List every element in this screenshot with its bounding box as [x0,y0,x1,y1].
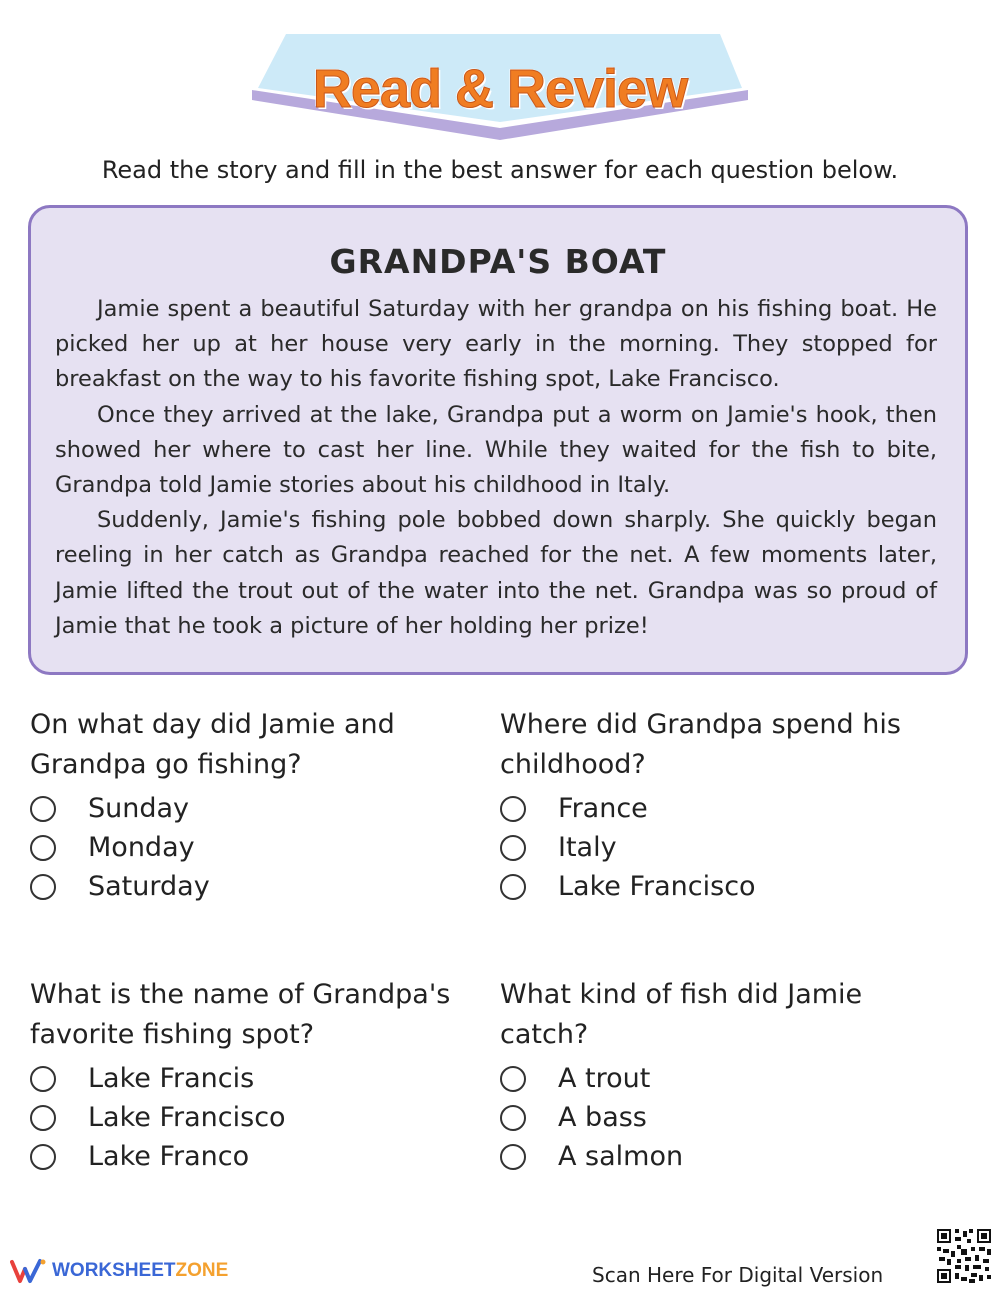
question-2 [500,705,940,906]
answer-bubble[interactable] [30,1066,56,1092]
answer-label: Lake Francisco [88,1102,286,1133]
instructions: Read the story and fill in the best answer for each question below. [101,156,899,184]
answer-option[interactable] [500,1059,940,1098]
answer-bubble[interactable] [30,874,56,900]
answer-option[interactable] [500,1137,940,1176]
answer-bubble[interactable] [500,874,526,900]
answer-bubble[interactable] [500,835,526,861]
story-paragraph: Once they arrived at the lake, Grandpa put a worm on Jamie's hook, then showed her where to cast her line. While they waited for the fish to bite, Grandpa told Jamie stories about his childhood in Italy. [55,401,937,499]
question-3 [30,975,470,1176]
answer-bubble[interactable] [500,1105,526,1131]
logo-text: WORKSHEETZONE [52,1260,229,1281]
answer-label: Lake Francisco [558,871,756,902]
answer-option[interactable] [30,1098,470,1137]
scan-instruction: Scan Here For Digital Version [592,1263,884,1287]
answer-label: France [558,793,648,824]
question-4 [500,975,940,1176]
answer-option[interactable] [30,867,470,906]
answer-label: A salmon [558,1141,684,1172]
story-text [55,292,937,644]
answer-option[interactable] [500,1098,940,1137]
answer-label: Monday [88,832,195,863]
answer-option[interactable] [500,867,940,906]
answer-bubble[interactable] [500,796,526,822]
answer-bubble[interactable] [500,1144,526,1170]
answer-label: A trout [558,1063,651,1094]
question-text: On what day did Jamie and Grandpa go fishing? [30,709,395,780]
story-paragraph: Jamie spent a beautiful Saturday with her grandpa on his fishing boat. He picked her up at her house very early in the morning. They stopped for breakfast on the way to his favorite fishing spot, Lake Francisco. [55,296,937,393]
answer-label: Sunday [88,793,190,824]
answer-option[interactable] [500,789,940,828]
answer-bubble[interactable] [30,835,56,861]
title-banner [250,30,750,142]
answer-bubble[interactable] [30,1105,56,1131]
answer-label: A bass [558,1102,647,1133]
answer-option[interactable] [30,789,470,828]
answer-bubble[interactable] [30,796,56,822]
story-paragraph: Suddenly, Jamie's fishing pole bobbed down sharply. She quickly began reeling in her catch as Grandpa reached for the net. A few moments later, Jamie lifted the trout out of the water into the net. Grandpa was so proud of Jamie that he took a picture of her holding her prize! [55,507,937,639]
answer-option[interactable] [30,828,470,867]
answer-option[interactable] [500,828,940,867]
answer-option[interactable] [30,1137,470,1176]
question-text: Where did Grandpa spend his childhood? [500,709,901,780]
qr-code-icon[interactable] [935,1227,993,1285]
story-box [28,205,968,675]
answer-bubble[interactable] [500,1066,526,1092]
answer-label: Lake Franco [88,1141,250,1172]
answer-option[interactable] [30,1059,470,1098]
answer-label: Lake Francis [88,1063,255,1094]
question-1 [30,705,470,906]
question-text: What kind of fish did Jamie catch? [500,979,863,1050]
worksheet-zone-logo[interactable] [10,1258,228,1284]
question-text: What is the name of Grandpa's favorite fishing spot? [30,979,451,1050]
story-title: GRANDPA'S BOAT [329,242,667,281]
answer-label: Saturday [88,871,210,902]
page-title: Read & Review [312,59,688,119]
answer-label: Italy [558,832,617,863]
logo-w-icon [10,1258,46,1284]
answer-bubble[interactable] [30,1144,56,1170]
